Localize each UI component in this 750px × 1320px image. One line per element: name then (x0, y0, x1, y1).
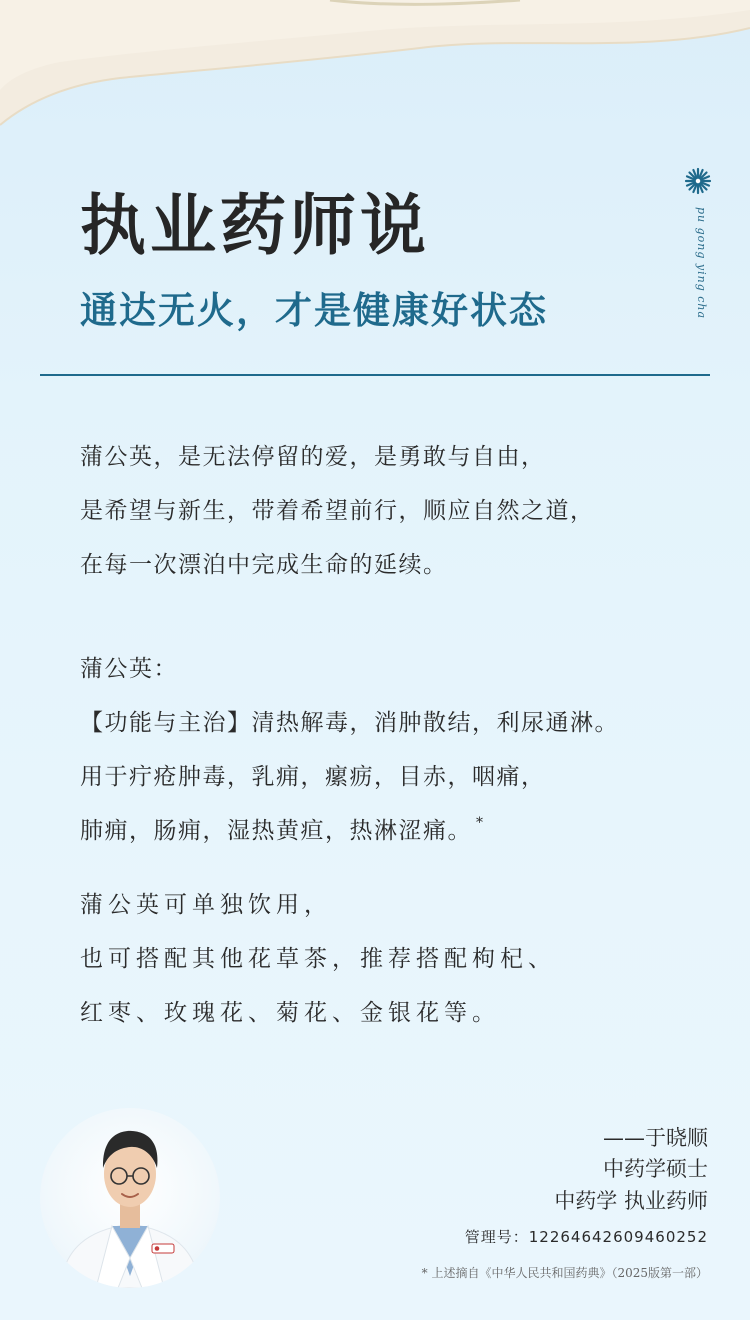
intro-line: 蒲公英，是无法停留的爱，是勇敢与自由， (80, 444, 546, 470)
usage-line: 蒲公英可单独饮用， (80, 892, 332, 918)
pharmacist-portrait-image (40, 1108, 220, 1288)
pinyin-vertical-text: pu gong ying cha (695, 207, 708, 320)
herb-heading: 蒲公英： (80, 656, 178, 682)
author-name: ——于晓顺 (603, 1126, 708, 1150)
top-wave-decoration (0, 0, 750, 150)
usage-line: 红枣、玫瑰花、菊花、金银花等。 (80, 1000, 500, 1026)
dandelion-icon (683, 166, 713, 196)
herb-indication-line: 用于疔疮肿毒，乳痈，瘰疬，目赤，咽痛， (80, 764, 546, 790)
footnote-marker: * (476, 815, 485, 831)
author-title: 中药学 执业药师 (554, 1189, 708, 1213)
intro-line: 在每一次漂泊中完成生命的延续。 (80, 552, 448, 578)
author-license-number: 管理号：12264642609460252 (464, 1228, 708, 1246)
intro-paragraph (80, 430, 700, 592)
page-subtitle: 通达无火，才是健康好状态 (80, 289, 548, 332)
herb-indication-line (80, 804, 700, 858)
usage-line: 也可搭配其他花草茶，推荐搭配枸杞、 (80, 946, 556, 972)
herb-info-section (80, 642, 700, 858)
pharmacist-avatar (40, 1108, 220, 1288)
author-degree: 中药学硕士 (603, 1157, 708, 1181)
herb-indication-text: 肺痈，肠痈，湿热黄疸，热淋涩痛。 (80, 818, 472, 844)
herb-function-line: 【功能与主治】清热解毒，消肿散结，利尿通淋。 (80, 710, 619, 736)
title-divider (40, 374, 710, 376)
usage-section (80, 878, 700, 1040)
intro-line: 是希望与新生，带着希望前行，顺应自然之道， (80, 498, 595, 524)
source-footnote: * 上述摘自《中华人民共和国药典》（2025版第一部） (421, 1266, 708, 1280)
page-title: 执业药师说 (80, 186, 430, 264)
